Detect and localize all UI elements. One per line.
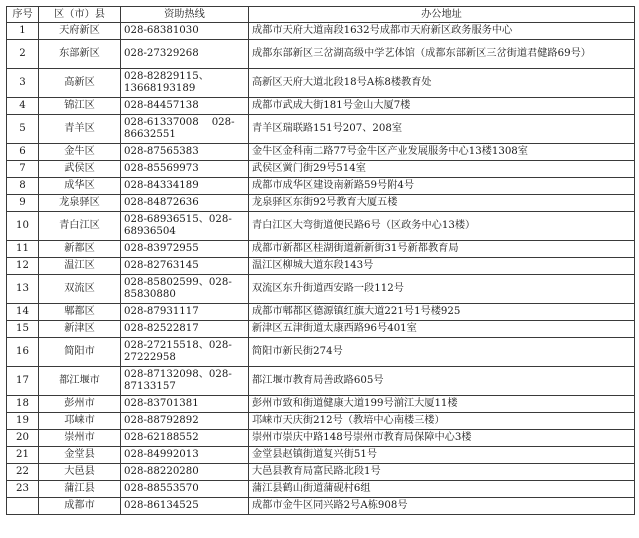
row-address: 简阳市新民街274号 [249, 338, 635, 367]
table-row [7, 161, 635, 178]
header-no: 序号 [7, 7, 39, 23]
row-address: 武侯区黉门街29号514室 [249, 161, 635, 178]
header-area: 区（市）县 [39, 7, 121, 23]
row-district: 简阳市 [39, 338, 121, 367]
row-hotline: 028-85802599、028- 85830880 [121, 275, 249, 304]
row-hotline: 028-62188552 [121, 430, 249, 447]
row-address: 彭州市致和街道健康大道199号湔江大厦11楼 [249, 396, 635, 413]
row-district: 新津区 [39, 321, 121, 338]
table-row [7, 69, 635, 98]
table-row [7, 40, 635, 69]
row-district: 青白江区 [39, 212, 121, 241]
row-district: 崇州市 [39, 430, 121, 447]
row-hotline: 028-83972955 [121, 241, 249, 258]
row-number: 20 [7, 430, 39, 447]
table-row [7, 367, 635, 396]
row-number: 15 [7, 321, 39, 338]
row-hotline: 028-68936515、028- 68936504 [121, 212, 249, 241]
table-row [7, 23, 635, 40]
row-hotline: 028-82522817 [121, 321, 249, 338]
row-number: 18 [7, 396, 39, 413]
row-number: 10 [7, 212, 39, 241]
row-hotline: 028-88792892 [121, 413, 249, 430]
table-row [7, 413, 635, 430]
row-address: 崇州市崇庆中路148号崇州市教育局保障中心3楼 [249, 430, 635, 447]
table-row [7, 464, 635, 481]
row-district: 成都市 [39, 498, 121, 515]
row-number: 22 [7, 464, 39, 481]
row-district: 武侯区 [39, 161, 121, 178]
row-district: 彭州市 [39, 396, 121, 413]
table-row [7, 212, 635, 241]
row-hotline: 028-27215518、028- 27222958 [121, 338, 249, 367]
row-hotline: 028-83701381 [121, 396, 249, 413]
row-address: 金堂县赵镇街道复兴街51号 [249, 447, 635, 464]
row-hotline: 028-84334189 [121, 178, 249, 195]
hotline-table-container [6, 6, 634, 515]
row-district: 东部新区 [39, 40, 121, 69]
row-district: 温江区 [39, 258, 121, 275]
row-hotline: 028-87565383 [121, 144, 249, 161]
row-district: 大邑县 [39, 464, 121, 481]
row-hotline: 028-88553570 [121, 481, 249, 498]
row-district: 青羊区 [39, 115, 121, 144]
row-address: 成都市成华区建设南新路59号附4号 [249, 178, 635, 195]
row-district: 双流区 [39, 275, 121, 304]
row-number: 23 [7, 481, 39, 498]
row-number [7, 498, 39, 515]
row-number: 7 [7, 161, 39, 178]
table-row [7, 241, 635, 258]
table-row [7, 115, 635, 144]
row-number: 21 [7, 447, 39, 464]
row-number: 12 [7, 258, 39, 275]
row-hotline: 028-27329268 [121, 40, 249, 69]
row-number: 17 [7, 367, 39, 396]
row-address: 双流区东升街道西安路一段112号 [249, 275, 635, 304]
table-row [7, 258, 635, 275]
row-address: 成都市郫都区德源镇红旗大道221号1号楼925 [249, 304, 635, 321]
table-row [7, 481, 635, 498]
row-district: 高新区 [39, 69, 121, 98]
row-number: 19 [7, 413, 39, 430]
table-header-row [7, 7, 635, 23]
hotline-table [6, 6, 635, 515]
row-address: 成都市天府大道南段1632号成都市天府新区政务服务中心 [249, 23, 635, 40]
row-district: 金堂县 [39, 447, 121, 464]
row-address: 都江堰市教育局善政路605号 [249, 367, 635, 396]
row-district: 新都区 [39, 241, 121, 258]
row-address: 青白江区大弯街道便民路6号（区政务中心13楼） [249, 212, 635, 241]
table-row [7, 498, 635, 515]
row-number: 16 [7, 338, 39, 367]
row-hotline: 028-61337008 028- 86632551 [121, 115, 249, 144]
row-address: 成都市武成大街181号金山大厦7楼 [249, 98, 635, 115]
row-hotline: 028-88220280 [121, 464, 249, 481]
table-row [7, 396, 635, 413]
row-district: 成华区 [39, 178, 121, 195]
table-row [7, 195, 635, 212]
table-row [7, 304, 635, 321]
row-hotline: 028-82829115、 13668193189 [121, 69, 249, 98]
row-district: 金牛区 [39, 144, 121, 161]
row-district: 邛崃市 [39, 413, 121, 430]
row-hotline: 028-87931117 [121, 304, 249, 321]
row-hotline: 028-84872636 [121, 195, 249, 212]
row-hotline: 028-85569973 [121, 161, 249, 178]
row-address: 成都市金牛区同兴路2号A栋908号 [249, 498, 635, 515]
row-hotline: 028-84992013 [121, 447, 249, 464]
row-hotline: 028-87132098、028- 87133157 [121, 367, 249, 396]
row-hotline: 028-84457138 [121, 98, 249, 115]
row-address: 青羊区瑞联路151号207、208室 [249, 115, 635, 144]
row-address: 邛崃市天庆街212号（教培中心南楼三楼） [249, 413, 635, 430]
row-address: 成都市新都区桂湖街道新新街31号新都教育局 [249, 241, 635, 258]
table-row [7, 98, 635, 115]
row-number: 14 [7, 304, 39, 321]
row-number: 9 [7, 195, 39, 212]
row-address: 龙泉驿区东街92号教育大厦五楼 [249, 195, 635, 212]
row-district: 锦江区 [39, 98, 121, 115]
row-address: 大邑县教育局富民路北段1号 [249, 464, 635, 481]
row-number: 5 [7, 115, 39, 144]
row-district: 龙泉驿区 [39, 195, 121, 212]
table-row [7, 430, 635, 447]
row-address: 金牛区金科南二路77号金牛区产业发展服务中心13楼1308室 [249, 144, 635, 161]
row-number: 3 [7, 69, 39, 98]
row-district: 都江堰市 [39, 367, 121, 396]
table-row [7, 275, 635, 304]
table-row [7, 144, 635, 161]
table-row [7, 321, 635, 338]
row-hotline: 028-82763145 [121, 258, 249, 275]
table-row [7, 178, 635, 195]
header-addr: 办公地址 [249, 7, 635, 23]
table-row [7, 338, 635, 367]
row-number: 11 [7, 241, 39, 258]
row-number: 4 [7, 98, 39, 115]
row-number: 2 [7, 40, 39, 69]
row-address: 蒲江县鹤山街道蒲砚村6组 [249, 481, 635, 498]
table-body [7, 23, 635, 515]
row-district: 天府新区 [39, 23, 121, 40]
row-number: 1 [7, 23, 39, 40]
table-row [7, 447, 635, 464]
row-address: 成都东部新区三岔湖高级中学艺体馆（成都东部新区三岔街道君健路69号） [249, 40, 635, 69]
row-number: 13 [7, 275, 39, 304]
row-number: 6 [7, 144, 39, 161]
row-district: 郫都区 [39, 304, 121, 321]
row-address: 温江区柳城大道东段143号 [249, 258, 635, 275]
row-address: 新津区五津街道太康西路96号401室 [249, 321, 635, 338]
row-number: 8 [7, 178, 39, 195]
header-tel: 资助热线 [121, 7, 249, 23]
row-district: 蒲江县 [39, 481, 121, 498]
row-hotline: 028-68381030 [121, 23, 249, 40]
row-address: 高新区天府大道北段18号A栋8楼教育处 [249, 69, 635, 98]
row-hotline: 028-86134525 [121, 498, 249, 515]
